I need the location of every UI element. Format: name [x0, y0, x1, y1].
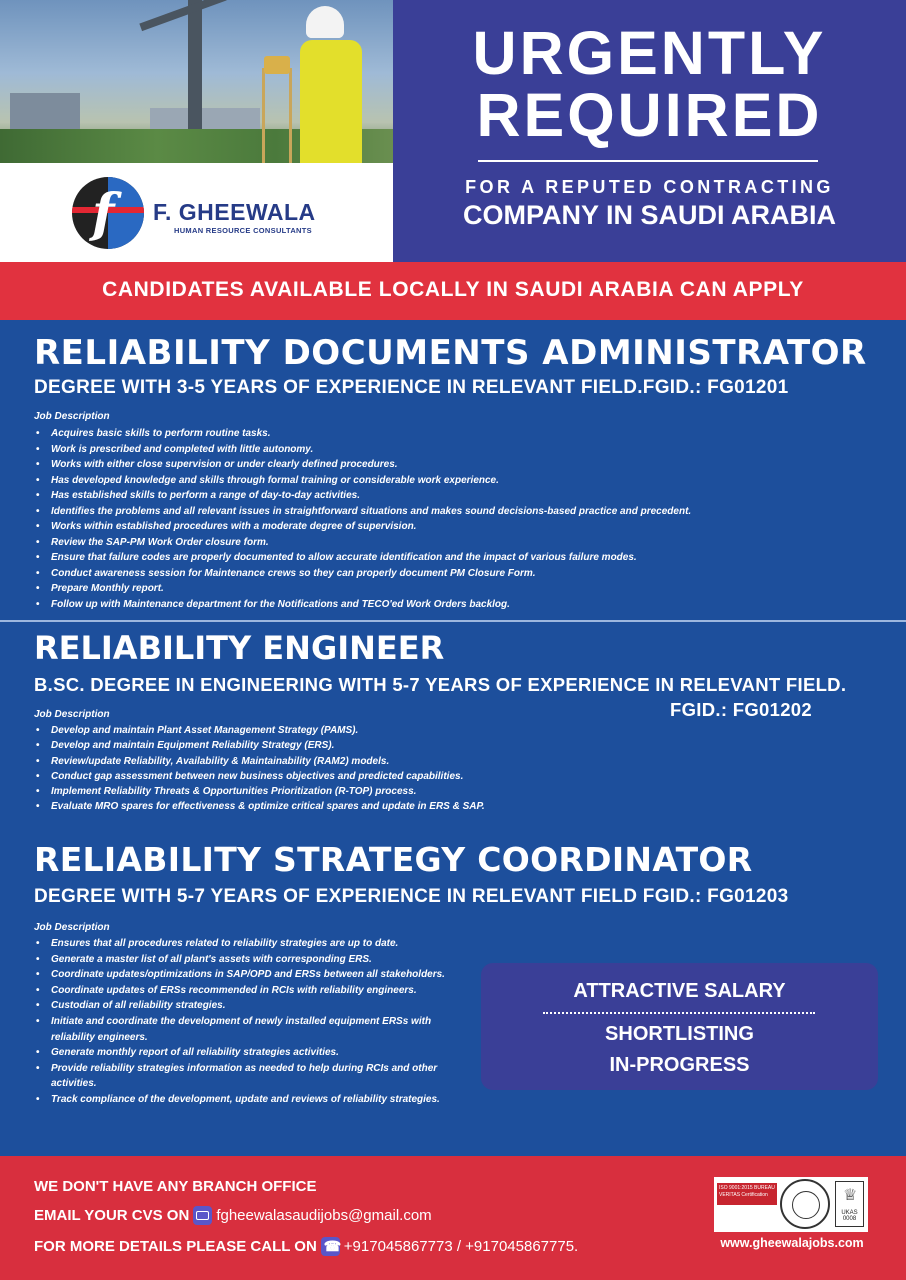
list-item: • Conduct awareness session for Maintenance crews so they can properly document PM Closure Form. — [36, 566, 796, 582]
list-item: • Evaluate MRO spares for effectiveness & optimize critical spares and update in ERS & SAP. — [36, 799, 656, 814]
list-item: • Coordinate updates of ERSs recommended in RCIs with reliability engineers. — [36, 983, 456, 999]
website-link[interactable]: www.gheewalajobs.com — [720, 1236, 864, 1250]
construction-photo — [0, 0, 393, 163]
list-item: • Develop and maintain Plant Asset Management Strategy (PAMS). — [36, 723, 656, 738]
list-item: • Conduct gap assessment between new business objectives and predicted capabilities. — [36, 769, 656, 784]
list-item: • Works with either close supervision or under clearly defined procedures. — [36, 457, 796, 473]
headline: URGENTLY REQUIRED — [472, 19, 827, 149]
list-item: • Develop and maintain Equipment Reliability Strategy (ERS). — [36, 738, 656, 753]
list-item: • Custodian of all reliability strategies. — [36, 998, 456, 1014]
duty-list-1 — [36, 426, 796, 612]
email-line: EMAIL YOUR CVS ON fgheewalasaudijobs@gmail.com — [34, 1207, 432, 1224]
job-subtitle-2: B.SC. DEGREE IN ENGINEERING WITH 5-7 YEARS OF EXPERIENCE IN RELEVANT FIELD. — [34, 674, 847, 695]
job-title-2: RELIABILITY ENGINEER — [34, 629, 445, 667]
shortlisting-text: SHORTLISTING IN-PROGRESS — [605, 1023, 754, 1076]
company-name: F. GHEEWALA — [153, 199, 316, 225]
list-item: • Prepare Monthly report. — [36, 581, 796, 597]
header — [0, 0, 906, 262]
list-item: • Generate monthly report of all reliability strategies activities. — [36, 1045, 456, 1061]
list-item: • Provide reliability strategies information as needed to help during RCIs and other activities. — [36, 1061, 456, 1092]
list-item: • Review the SAP-PM Work Order closure form. — [36, 535, 796, 551]
phone-icon — [321, 1237, 340, 1256]
banner-text: CANDIDATES AVAILABLE LOCALLY IN SAUDI ARABIA CAN APPLY — [102, 278, 804, 301]
company-logo-icon: f — [72, 177, 144, 249]
job-subtitle-1: DEGREE WITH 3-5 YEARS OF EXPERIENCE IN RELEVANT FIELD.FGID.: FG01201 — [34, 377, 789, 398]
bureau-veritas-badge: ISO 9001:2015 BUREAU VERITAS Certification — [717, 1183, 777, 1205]
job-title-1: RELIABILITY DOCUMENTS ADMINISTRATOR — [34, 333, 867, 373]
list-item: • Coordinate updates/optimizations in SAP/OPD and ERSs between all stakeholders. — [36, 967, 456, 983]
list-item: • Has established skills to perform a range of day-to-day activities. — [36, 488, 796, 504]
salary-text: ATTRACTIVE SALARY — [573, 980, 786, 1002]
job-title-3: RELIABILITY STRATEGY COORDINATOR — [34, 840, 753, 879]
job-description-label-2: Job Description — [34, 709, 110, 720]
list-item: • Ensure that failure codes are properly documented to allow accurate identification and the impact of various failure modes. — [36, 550, 796, 566]
duty-list-2 — [36, 723, 656, 815]
list-item: • Review/update Reliability, Availability & Maintainability (RAM2) models. — [36, 754, 656, 769]
list-item: • Initiate and coordinate the development of newly installed equipment ERSs with reliability engineers. — [36, 1014, 456, 1045]
dotted-divider — [543, 1012, 815, 1014]
list-item: • Work is prescribed and completed with little autonomy. — [36, 442, 796, 458]
list-item: • Implement Reliability Threats & Opportunities Prioritization (R-TOP) process. — [36, 784, 656, 799]
list-item: • Acquires basic skills to perform routine tasks. — [36, 426, 796, 442]
job-description-label-3: Job Description — [34, 922, 110, 933]
phone-line: FOR MORE DETAILS PLEASE CALL ON ☎ +917045867773 / +917045867775. — [34, 1237, 578, 1256]
list-item: • Track compliance of the development, update and reviews of reliability strategies. — [36, 1092, 456, 1108]
certification-badges — [714, 1177, 868, 1232]
reputed-text: FOR A REPUTED CONTRACTING — [465, 177, 834, 197]
ukas-badge: ♕ UKAS 0008 — [835, 1181, 864, 1227]
bureau-veritas-seal-icon — [780, 1179, 830, 1229]
phone-numbers[interactable]: +917045867773 / +917045867775. — [343, 1238, 579, 1255]
list-item: • Generate a master list of all plant's assets with corresponding ERS. — [36, 952, 456, 968]
job-subtitle-3: DEGREE WITH 5-7 YEARS OF EXPERIENCE IN RELEVANT FIELD FGID.: FG01203 — [34, 886, 789, 907]
company-tagline: HUMAN RESOURCE CONSULTANTS — [174, 226, 312, 235]
duty-list-3 — [36, 936, 456, 1108]
email-link[interactable]: fgheewalasaudijobs@gmail.com — [216, 1207, 432, 1224]
company-location: COMPANY IN SAUDI ARABIA — [462, 200, 837, 230]
list-item: • Identifies the problems and all relevant issues in straightforward situations and makes sound decisions-based practice and precedent. — [36, 504, 796, 520]
job-description-label-1: Job Description — [34, 411, 110, 422]
headline-divider — [478, 160, 818, 162]
email-icon — [193, 1206, 212, 1225]
no-branch-notice: WE DON'T HAVE ANY BRANCH OFFICE — [34, 1178, 317, 1195]
section-divider — [0, 620, 906, 622]
list-item: • Works within established procedures with a moderate degree of supervision. — [36, 519, 796, 535]
job-fgid-2: FGID.: FG01202 — [670, 699, 812, 720]
list-item: • Follow up with Maintenance department for the Notifications and TECO'ed Work Orders backlog. — [36, 597, 796, 613]
list-item: • Has developed knowledge and skills through formal training or considerable work experience. — [36, 473, 796, 489]
list-item: • Ensures that all procedures related to reliability strategies are up to date. — [36, 936, 456, 952]
